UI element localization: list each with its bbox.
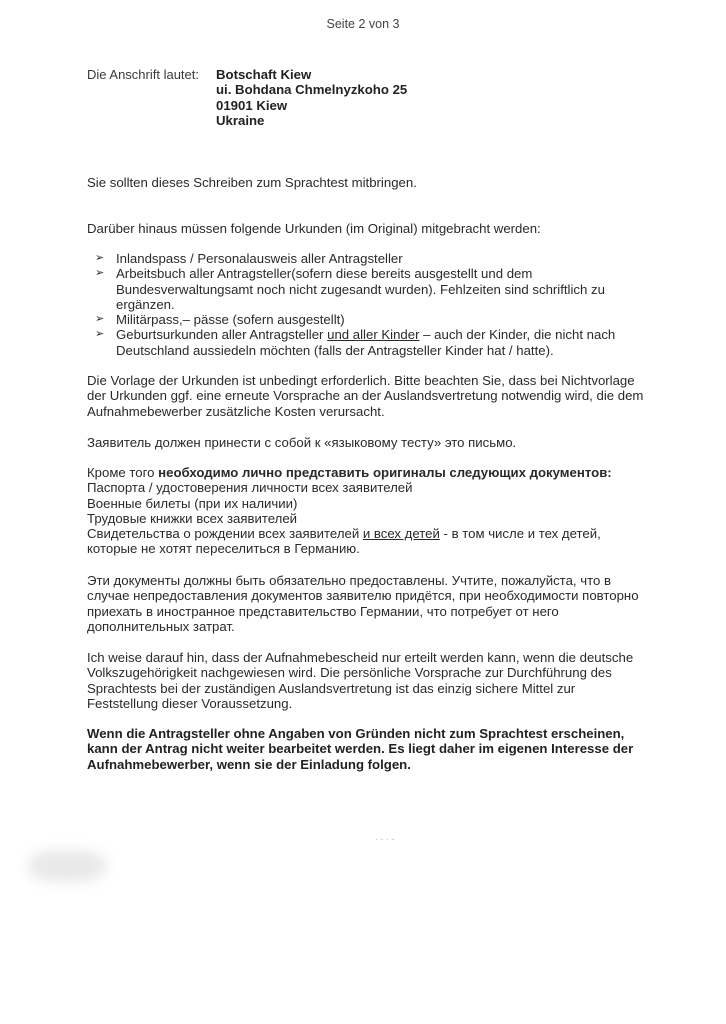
- list-item: [95, 312, 640, 327]
- scan-smudge: [28, 850, 106, 882]
- list-item-text-underlined: und aller Kinder: [327, 327, 420, 343]
- bring-letter-paragraph: Sie sollten dieses Schreiben zum Sprachtest mitbringen.: [87, 175, 417, 190]
- ru-document-line: [87, 526, 647, 557]
- address-line: ui. Bohdana Chmelnyzkoho 25: [216, 82, 408, 98]
- ru-documents-lead: [87, 465, 647, 480]
- documents-list: [95, 251, 640, 358]
- address-line: Botschaft Kiew: [216, 67, 312, 82]
- address-line: 01901 Kiew: [216, 97, 288, 113]
- ru-bring-letter-paragraph: Заявитель должен принести с собой к «языковому тесту» это письмо.: [87, 435, 517, 450]
- list-item-text-before: Geburtsurkunden aller Antragsteller: [116, 327, 328, 343]
- list-item-text: Militärpass,– pässe (sofern ausgestellt): [116, 312, 345, 328]
- scan-speck: · ‐ · ‑: [375, 834, 395, 844]
- ru-must-paragraph: Эти документы должны быть обязательно предоставлены. Учтите, пожалуйста, что в случае непредоставления документов заявителю придётся, при необходимости повторно приехать в иностранное представительство Германии, что потребует от него дополнительных затрат.: [87, 573, 639, 634]
- ru-last-before: Свидетельства о рождении всех заявителей: [87, 526, 363, 542]
- arrowhead-bullet-icon: ➢: [95, 328, 105, 341]
- address-label: Die Anschrift lautet:: [87, 67, 199, 82]
- ru-lead-bold: необходимо лично представить оригиналы следующих документов:: [158, 465, 612, 480]
- address-block: [216, 67, 407, 128]
- arrowhead-bullet-icon: ➢: [95, 267, 105, 280]
- list-item: [95, 251, 640, 266]
- hinweis-paragraph: Ich weise darauf hin, dass der Aufnahmebescheid nur erteilt werden kann, wenn die deutsche Volkszugehörigkeit nachgewiesen wird. Die persönliche Vorsprache zur Durchführung des Sprachtests bei der zuständigen Auslandsvertretung ist das einzig sichere Mittel zur Feststellung dieser Voraussetzung.: [87, 650, 634, 711]
- list-item-text: Inlandspass / Personalausweis aller Antragsteller: [116, 251, 403, 266]
- warning-paragraph: Wenn die Antragsteller ohne Angaben von Gründen nicht zum Sprachtest erscheinen, kann der Antrag nicht weiter bearbeitet werden. Es liegt daher im eigenen Interesse der Aufnahmebewerber, wenn sie der Einladung folgen.: [87, 726, 634, 772]
- vorlage-paragraph: Die Vorlage der Urkunden ist unbedingt erforderlich. Bitte beachten Sie, dass bei Nichtvorlage der Urkunden ggf. eine erneute Vorsprache an der Auslandsvertretung notwendig wird, die dem Aufnahmebewerber zusätzliche Kosten verursacht.: [87, 373, 644, 419]
- ru-last-after: - в том числе и тех детей, которые не хотят переселиться в Германию.: [87, 526, 601, 557]
- address-line: Ukraine: [216, 112, 265, 128]
- list-item: [95, 327, 640, 358]
- page-number: Seite 2 von 3: [326, 17, 400, 31]
- list-item-text-after: – auch der Kinder, die nicht nach Deutschland aussiedeln möchten (falls der Antragsteller Kinder hat / hatte).: [116, 327, 616, 358]
- ru-lead-normal: Кроме того: [87, 465, 159, 480]
- list-item: [95, 266, 640, 312]
- ru-document-line: Трудовые книжки всех заявителей: [87, 510, 298, 526]
- ru-last-underlined: и всех детей: [362, 526, 440, 542]
- arrowhead-bullet-icon: ➢: [95, 252, 105, 264]
- ru-document-line: Паспорта / удостоверения личности всех заявителей: [87, 480, 413, 496]
- ru-documents-paragraph: [87, 465, 647, 557]
- list-item-text: Arbeitsbuch aller Antragsteller(sofern diese bereits ausgestellt und dem Bundesverwaltungsamt noch nicht zugesandt wurden). Fehlzeiten sind schriftlich zu ergänzen.: [116, 266, 605, 312]
- ru-document-line: Военные билеты (при их наличии): [87, 495, 298, 511]
- arrowhead-bullet-icon: ➢: [95, 313, 105, 326]
- documents-intro-paragraph: Darüber hinaus müssen folgende Urkunden (im Original) mitgebracht werden:: [87, 221, 541, 236]
